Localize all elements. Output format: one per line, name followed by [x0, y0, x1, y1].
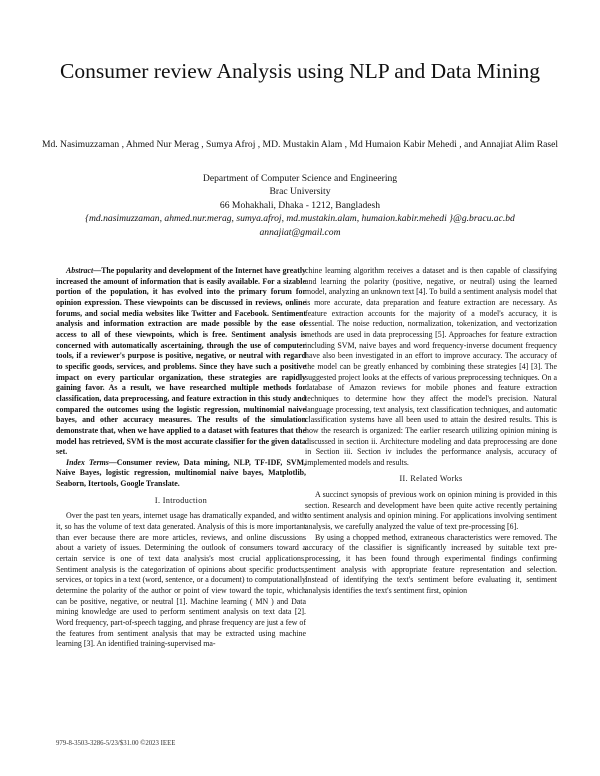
section-heading-related-works: II. Related Works	[399, 474, 463, 484]
index-terms-label: Index Terms	[66, 457, 109, 467]
right-column	[305, 266, 557, 597]
university: Brac University	[269, 186, 331, 198]
affiliation-block	[30, 172, 570, 239]
copyright-footer: 979-8-3503-3286-5/23/$31.00 ©2023 IEEE	[56, 740, 176, 747]
related-works-paragraph-1: A succinct synopsis of previous work on opinion mining is provided in this section. Research and development have been quite active recently pertaining to sentiment analysis and opinion mining. For applications involving sentiment analysis, we carefully analyzed the value of text pre-processing [6].	[305, 490, 557, 532]
left-column	[56, 266, 306, 650]
introduction-paragraph: Over the past ten years, internet usage has dramatically expanded, and with it, so has the volume of text data generated. Analysis of this is more important than ever because there are more articles, reviews, and online discussions about a variety of issues. Determining the outlook of consumers toward a certain service is one of text data analysis's most crucial applications. Sentiment analysis is the categorization of opinions about specific products, services, or topics in a text (word, sentence, or a document) to computationally determine the polarity of the author or point of view toward the topic, which can be positive, negative, or neutral [1]. Machine learning ( MN ) and Data mining knowledge are used to perform sentiment analysis on text data [2]. Word frequency, part-of-speech tagging, and phrase frequency are just a few of the features from sentiment analysis that may be extracted using machine learning [3]. An identified training-supervised ma-	[56, 511, 306, 649]
index-terms-text: —Consumer review, Data mining, NLP, TF-IDF, SVM, Naive Bayes, logistic regression, multinomial naive bayes, Matplotlib, Seaborn, Itertools, Google Translate.	[56, 457, 306, 489]
abstract	[56, 266, 306, 458]
index-terms	[56, 458, 306, 490]
related-works-paragraph-2: By using a chopped method, extraneous characteristics were removed. The accuracy of the classifier is significantly increased by suitable text pre-processing, it has been found through experimental findings confirming sentiment analysis with appropriate feature representation and selection. Instead of identifying the text's sentiment before evaluating it, sentiment analysis identifies the text's sentiment first, opinion	[305, 532, 557, 596]
paper-title: Consumer review Analysis using NLP and Data Mining	[60, 59, 540, 83]
introduction-continued-paragraph: chine learning algorithm receives a dataset and is then capable of classifying and learning the polarity (positive, negative, or neutral) using the learned model, analyzing an unknown text [4]. To build a sentiment analysis model that is more accurate, data preparation and feature extraction are necessary. As feature extraction accounts for the majority of a model's accuracy, it is essential. The noise reduction, normalization, tokenization, and vectorization methods are used in data preprocessing [5]. Approaches for feature extraction including SVM, naive bayes and word frequency-inverse document frequency have also been investigated in an effort to improve accuracy. The accuracy of the model can be greatly enhanced by combining these strategies [4] [3]. The suggested project looks at the effects of various preprocessing techniques. On a database of Amazon reviews for mobile phones and feature extraction techniques to determine how they affect the model's precision. Natural language processing, text analysis, text classification techniques, and automatic classification systems have all been used to attain the desired results. This is how the research is organized: The earlier research utilizing opinion mining is discussed in section ii. Architecture modeling and data preprocessing are done in Section iii. Section iv includes the performance analysis, accuracy of implemented models and results.	[305, 266, 557, 467]
corresponding-email: annajiat@gmail.com	[259, 226, 341, 238]
department: Department of Computer Science and Engineering	[202, 173, 398, 184]
abstract-label: Abstract	[66, 266, 94, 275]
abstract-text: —The popularity and development of the Internet have greatly increased the amount of information that is easily available. For a sizable portion of the population, it has evolved into the primary forum for opinion expression. These viewpoints can be discussed in reviews, online forums, and social media websites like Twitter and Facebook. Sentiment analysis and information extraction are made possible by the ease of access to all of these viewpoints, which is free. Sentiment analysis is concerned with automatically ascertaining, through the use of computer tools, if a reviewer's purpose is positive, negative, or neutral with regard to specific goods, services, and problems. Since they have such a positive impact on every particular organization, these strategies are rapidly gaining favor. As a result, we have researched multiple methods for classification, data preprocessing, and feature extraction in this study and compared the outcomes using the logistic regression, multinomial naive bayes, and other accuracy measures. The results of the simulation demonstrate that, when we have applied to a dataset with features that the model has retrieved, SVM is the most accurate classifier for the given data set.	[56, 266, 306, 457]
author-list: Md. Nasimuzzaman , Ahmed Nur Merag , Sumya Afroj , MD. Mustakin Alam , Md Humaion Kabir Mehedi , and Annajiat Alim Rasel	[41, 139, 559, 150]
address: 66 Mohakhali, Dhaka - 1212, Bangladesh	[219, 199, 381, 211]
section-heading-introduction: I. Introduction	[154, 495, 208, 505]
author-emails: {md.nasimuzzaman, ahmed.nur.merag, sumya.afroj, md.mustakin.alam, humaion.kabir.mehedi }@g.bracu.ac.bd	[85, 213, 515, 225]
